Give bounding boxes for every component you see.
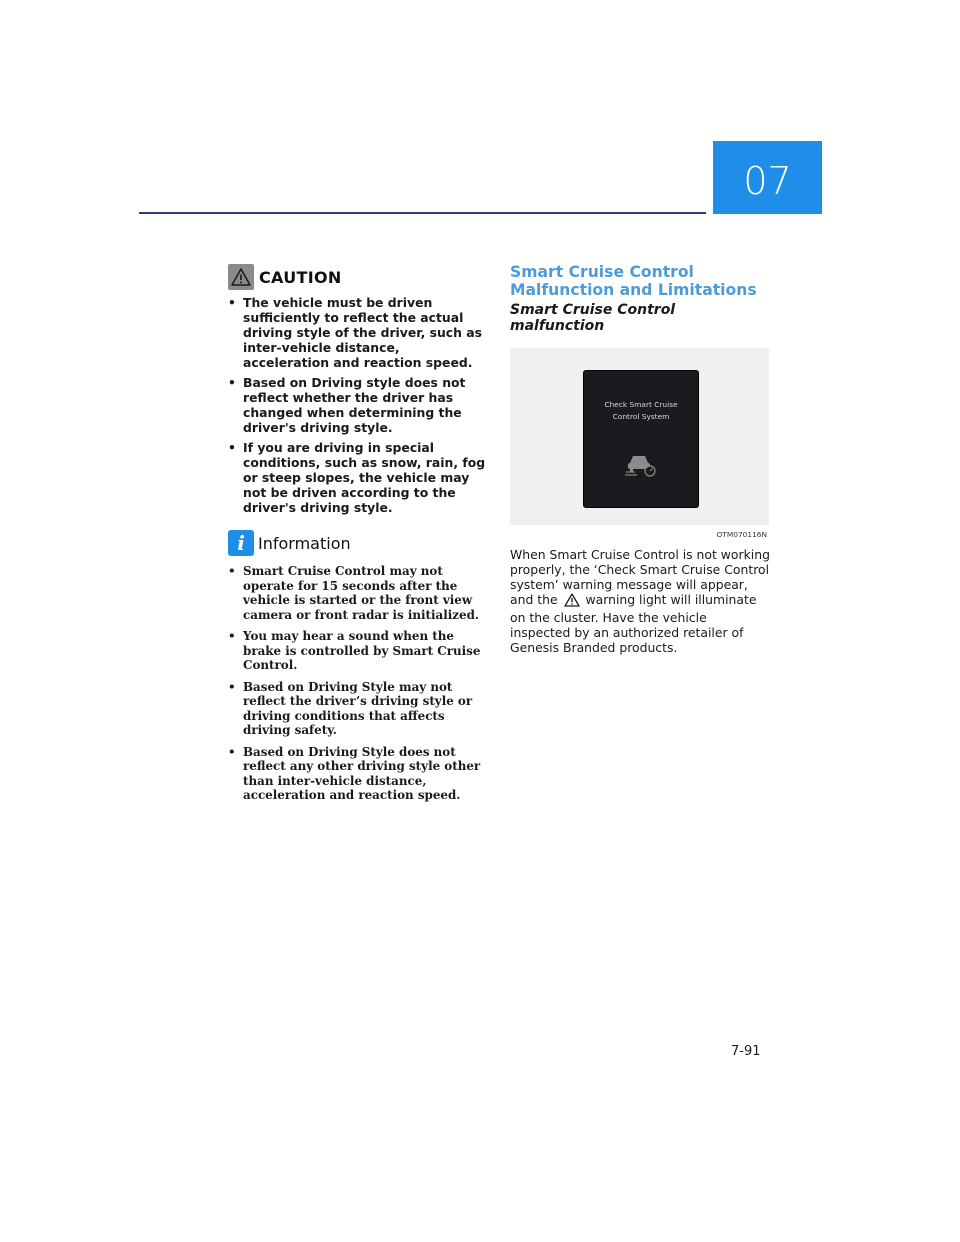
body-text-part1: When Smart Cruise Control is not working properly, the ‘Check Smart Cruise Control system’ warning message will appear, and the xyxy=(510,547,770,607)
caution-item: • The vehicle must be driven sufficiently to reflect the actual driving style of the driver, such as inter-vehicle distance, acceleration and reaction speed. xyxy=(228,295,486,370)
section-title-line2: Malfunction and Limitations xyxy=(510,280,757,299)
caution-header xyxy=(228,262,486,292)
information-list xyxy=(228,564,486,803)
cluster-message-line2: Control System xyxy=(612,412,670,421)
cluster-display xyxy=(583,370,699,508)
section-subtitle: Smart Cruise Control malfunction xyxy=(510,302,676,334)
body-text-part2: warning light will illuminate on the cluster. Have the vehicle inspected by an authorized retailer of Genesis Branded products. xyxy=(510,592,757,655)
cluster-figure xyxy=(510,348,769,539)
smart-cruise-warning-icon xyxy=(625,451,657,483)
caution-item: • Based on Driving style does not reflect whether the driver has changed when determining the driver's driving style. xyxy=(228,375,486,435)
cluster-message-line1: Check Smart Cruise xyxy=(604,400,678,409)
cluster-message xyxy=(584,399,698,423)
right-column xyxy=(510,264,770,667)
info-icon: i xyxy=(228,530,254,556)
left-column xyxy=(228,262,486,810)
caution-list xyxy=(228,295,486,515)
information-item: • Based on Driving Style does not reflect any other driving style other than inter-vehicle distance, acceleration and reaction speed. xyxy=(228,745,486,803)
section-title-line1: Smart Cruise Control xyxy=(510,263,694,281)
warning-light-icon xyxy=(564,593,580,610)
information-header xyxy=(228,527,486,559)
information-item: • Based on Driving Style may not reflect the driver’s driving style or driving conditions that affects driving safety. xyxy=(228,680,486,738)
figure-code: OTM070116N xyxy=(716,530,767,539)
section-body xyxy=(510,547,770,655)
caution-item: • If you are driving in special conditions, such as snow, rain, fog or steep slopes, the vehicle may not be driven according to the driver's driving style. xyxy=(228,440,486,515)
warning-triangle-icon xyxy=(228,264,254,290)
information-item: • Smart Cruise Control may not operate for 15 seconds after the vehicle is started or the front view camera or front radar is initialized. xyxy=(228,564,486,622)
information-title: Information xyxy=(258,533,351,553)
section-title xyxy=(510,264,770,299)
chapter-tab: 07 xyxy=(713,141,822,214)
page-number: 7-91 xyxy=(731,1044,761,1059)
header-rule xyxy=(139,212,706,214)
caution-title: CAUTION xyxy=(259,267,342,287)
information-item: • You may hear a sound when the brake is controlled by Smart Cruise Control. xyxy=(228,629,486,673)
